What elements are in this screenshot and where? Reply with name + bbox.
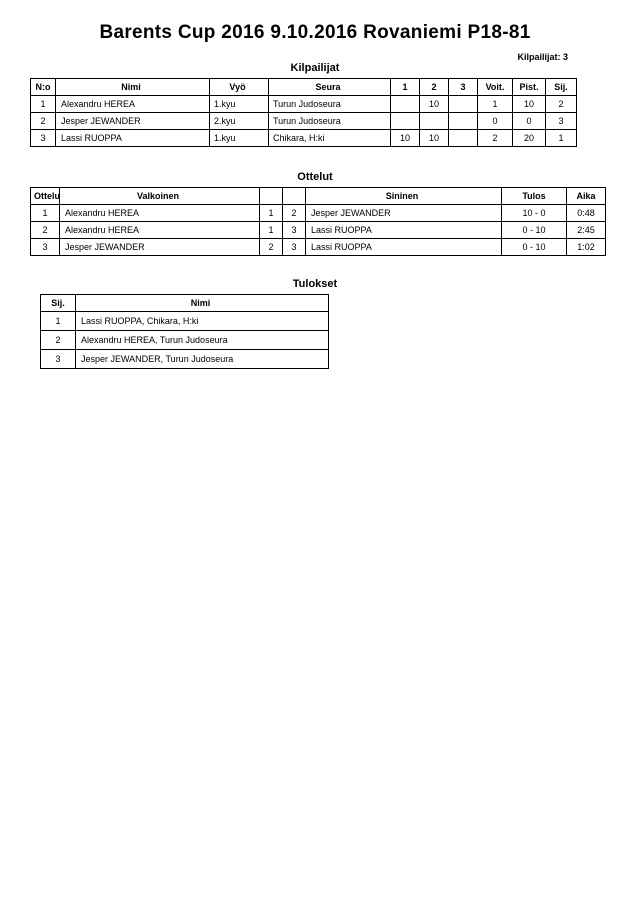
competitors-section-title: Kilpailijat [290, 62, 340, 74]
cell-m3 [449, 96, 478, 113]
col-header-white: Valkoinen [60, 188, 260, 205]
table-row [31, 222, 606, 239]
results-section-title: Tulokset [292, 278, 338, 290]
col-header-result: Tulos [502, 188, 567, 205]
cell-blue: Lassi RUOPPA [306, 222, 502, 239]
table-header-row [31, 79, 577, 96]
page-title: Barents Cup 2016 9.10.2016 Rovaniemi P18-81 [99, 22, 531, 43]
col-header-name: Nimi [56, 79, 210, 96]
cell-club: Turun Judoseura [269, 96, 391, 113]
cell-name: Jesper JEWANDER, Turun Judoseura [76, 350, 329, 369]
cell-white-no: 1 [260, 222, 283, 239]
cell-m2: 10 [420, 130, 449, 147]
cell-white-no: 2 [260, 239, 283, 256]
cell-blue-no: 2 [283, 205, 306, 222]
cell-result: 0 - 10 [502, 222, 567, 239]
cell-time: 1:02 [567, 239, 606, 256]
cell-blue-no: 3 [283, 222, 306, 239]
col-header-white-no [260, 188, 283, 205]
cell-points: 10 [513, 96, 546, 113]
col-header-name: Nimi [76, 295, 329, 312]
col-header-wins: Voit. [478, 79, 513, 96]
competitors-table-wrapper [30, 78, 630, 147]
matches-table [30, 187, 606, 256]
table-row [31, 96, 577, 113]
cell-no: 2 [31, 113, 56, 130]
table-row [31, 205, 606, 222]
cell-rank: 3 [41, 350, 76, 369]
col-header-points: Pist. [513, 79, 546, 96]
cell-match-no: 2 [31, 222, 60, 239]
cell-m3 [449, 130, 478, 147]
cell-no: 1 [31, 96, 56, 113]
table-row [41, 312, 329, 331]
cell-m3 [449, 113, 478, 130]
cell-blue-no: 3 [283, 239, 306, 256]
table-header-row [41, 295, 329, 312]
cell-m1 [391, 96, 420, 113]
cell-name: Alexandru HEREA, Turun Judoseura [76, 331, 329, 350]
cell-time: 2:45 [567, 222, 606, 239]
cell-result: 0 - 10 [502, 239, 567, 256]
cell-white: Jesper JEWANDER [60, 239, 260, 256]
cell-m1 [391, 113, 420, 130]
cell-result: 10 - 0 [502, 205, 567, 222]
cell-rank: 3 [546, 113, 577, 130]
cell-white: Alexandru HEREA [60, 205, 260, 222]
cell-m2: 10 [420, 96, 449, 113]
results-table-wrapper [40, 294, 630, 369]
participants-count: Kilpailijat: 3 [517, 52, 568, 62]
cell-name: Lassi RUOPPA [56, 130, 210, 147]
col-header-match-no: Ottelu [31, 188, 60, 205]
cell-m2 [420, 113, 449, 130]
cell-match-no: 1 [31, 205, 60, 222]
cell-name: Jesper JEWANDER [56, 113, 210, 130]
col-header-time: Aika [567, 188, 606, 205]
cell-white-no: 1 [260, 205, 283, 222]
cell-points: 20 [513, 130, 546, 147]
table-row [41, 350, 329, 369]
matches-table-wrapper [30, 187, 630, 256]
table-row [31, 113, 577, 130]
table-header-row [31, 188, 606, 205]
col-header-m3: 3 [449, 79, 478, 96]
col-header-rank: Sij. [41, 295, 76, 312]
cell-rank: 2 [546, 96, 577, 113]
cell-club: Chikara, H:ki [269, 130, 391, 147]
table-row [31, 130, 577, 147]
competitors-table [30, 78, 577, 147]
cell-belt: 1.kyu [210, 96, 269, 113]
col-header-blue-no [283, 188, 306, 205]
col-header-no: N:o [31, 79, 56, 96]
results-table [40, 294, 329, 369]
cell-wins: 1 [478, 96, 513, 113]
cell-points: 0 [513, 113, 546, 130]
col-header-m1: 1 [391, 79, 420, 96]
table-row [41, 331, 329, 350]
cell-rank: 2 [41, 331, 76, 350]
cell-rank: 1 [41, 312, 76, 331]
table-row [31, 239, 606, 256]
cell-name: Lassi RUOPPA, Chikara, H:ki [76, 312, 329, 331]
col-header-belt: Vyö [210, 79, 269, 96]
cell-wins: 2 [478, 130, 513, 147]
matches-section-title: Ottelut [297, 171, 333, 183]
col-header-m2: 2 [420, 79, 449, 96]
cell-white: Alexandru HEREA [60, 222, 260, 239]
cell-rank: 1 [546, 130, 577, 147]
cell-belt: 2.kyu [210, 113, 269, 130]
cell-club: Turun Judoseura [269, 113, 391, 130]
cell-no: 3 [31, 130, 56, 147]
cell-m1: 10 [391, 130, 420, 147]
col-header-rank: Sij. [546, 79, 577, 96]
cell-blue: Jesper JEWANDER [306, 205, 502, 222]
cell-wins: 0 [478, 113, 513, 130]
cell-match-no: 3 [31, 239, 60, 256]
cell-belt: 1.kyu [210, 130, 269, 147]
col-header-club: Seura [269, 79, 391, 96]
col-header-blue: Sininen [306, 188, 502, 205]
cell-name: Alexandru HEREA [56, 96, 210, 113]
cell-blue: Lassi RUOPPA [306, 239, 502, 256]
cell-time: 0:48 [567, 205, 606, 222]
